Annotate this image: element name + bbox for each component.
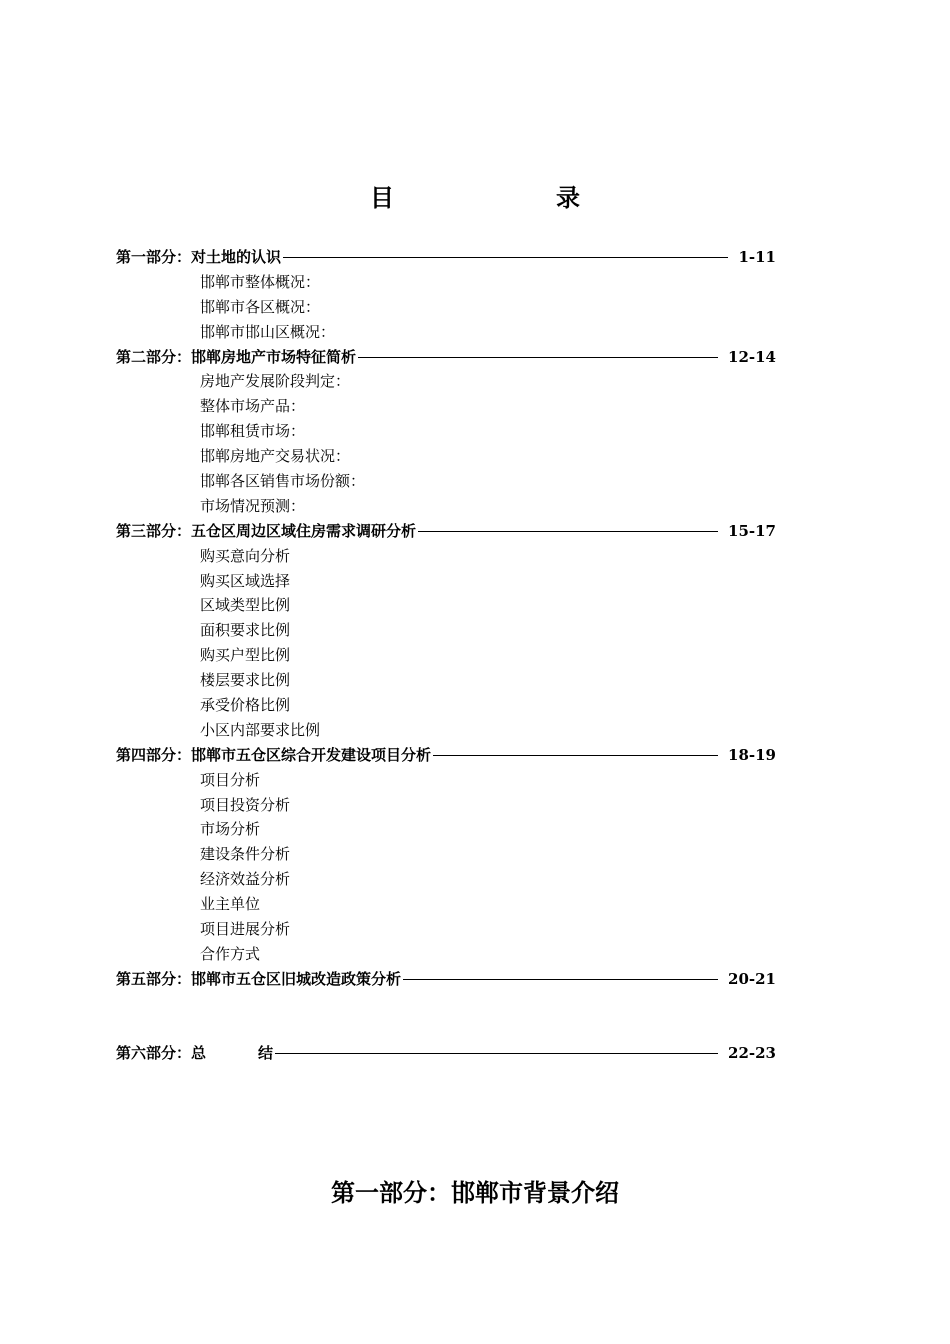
leader-line: [275, 1053, 718, 1054]
toc-item[interactable]: 邯郸市邯山区概况：: [200, 322, 336, 341]
toc-part-label: 第三部分：五仓区周边区域住房需求调研分析: [116, 521, 417, 540]
toc-item[interactable]: 市场情况预测：: [200, 496, 306, 515]
toc-item[interactable]: 市场分析: [200, 820, 261, 839]
toc-item[interactable]: 购买意向分析: [200, 546, 291, 565]
toc-part-label: 第五部分：邯郸市五仓区旧城改造政策分析: [116, 969, 402, 988]
toc-part-label-prefix: 第六部分：总: [116, 1043, 207, 1062]
toc-item[interactable]: 区域类型比例: [200, 596, 291, 615]
toc-part-label: 第二部分：邯郸房地产市场特征简析: [116, 347, 357, 366]
toc-page-range: 1-11: [738, 248, 776, 266]
toc-part-6[interactable]: [116, 1041, 776, 1066]
toc-item[interactable]: 邯郸租赁市场：: [200, 422, 306, 441]
toc-item[interactable]: 邯郸房地产交易状况：: [200, 447, 351, 466]
toc-item[interactable]: 邯郸市整体概况：: [200, 272, 321, 291]
toc-item[interactable]: 建设条件分析: [200, 845, 291, 864]
toc-part-label-suffix: 结: [258, 1043, 274, 1062]
toc-part-5[interactable]: [116, 967, 776, 992]
section-heading: 第一部分：邯郸市背景介绍: [331, 1178, 619, 1207]
toc-part-label: 第一部分：对土地的认识: [116, 248, 282, 266]
toc-page-range: 20-21: [728, 969, 776, 988]
leader-line: [283, 257, 728, 258]
leader-line: [403, 979, 718, 980]
toc-part-3[interactable]: [116, 519, 776, 544]
toc-item[interactable]: 承受价格比例: [200, 696, 291, 715]
toc-part-2[interactable]: [116, 345, 776, 370]
table-of-contents: [116, 245, 776, 1066]
toc-part-label: 第四部分：邯郸市五仓区综合开发建设项目分析: [116, 745, 432, 764]
leader-line: [418, 531, 718, 532]
toc-item[interactable]: 项目投资分析: [200, 795, 291, 814]
toc-item[interactable]: 合作方式: [200, 944, 261, 963]
toc-page-range: 15-17: [728, 521, 776, 540]
toc-item[interactable]: 面积要求比例: [200, 621, 291, 640]
toc-item[interactable]: 项目进展分析: [200, 920, 291, 939]
toc-item[interactable]: 小区内部要求比例: [200, 720, 321, 739]
toc-part-4[interactable]: [116, 743, 776, 768]
toc-part-label: [116, 1041, 273, 1066]
toc-spacer: [116, 992, 776, 1041]
toc-item[interactable]: 购买区域选择: [200, 571, 291, 590]
toc-page-range: 18-19: [728, 745, 776, 764]
toc-page-range: 22-23: [728, 1043, 776, 1062]
toc-title: 目 录: [370, 183, 618, 212]
toc-item[interactable]: 经济效益分析: [200, 870, 291, 889]
toc-page-range: 12-14: [728, 347, 776, 366]
leader-line: [433, 755, 718, 756]
toc-item[interactable]: 整体市场产品：: [200, 397, 306, 416]
leader-line: [358, 357, 718, 358]
toc-item[interactable]: 邯郸市各区概况：: [200, 297, 321, 316]
toc-item[interactable]: 楼层要求比例: [200, 671, 291, 690]
toc-item[interactable]: 购买户型比例: [200, 646, 291, 665]
toc-item[interactable]: 邯郸各区销售市场份额：: [200, 472, 366, 491]
toc-item[interactable]: 项目分析: [200, 770, 261, 789]
toc-item[interactable]: 业主单位: [200, 895, 261, 914]
toc-part-1[interactable]: [116, 245, 776, 270]
toc-item[interactable]: 房地产发展阶段判定：: [200, 372, 351, 391]
